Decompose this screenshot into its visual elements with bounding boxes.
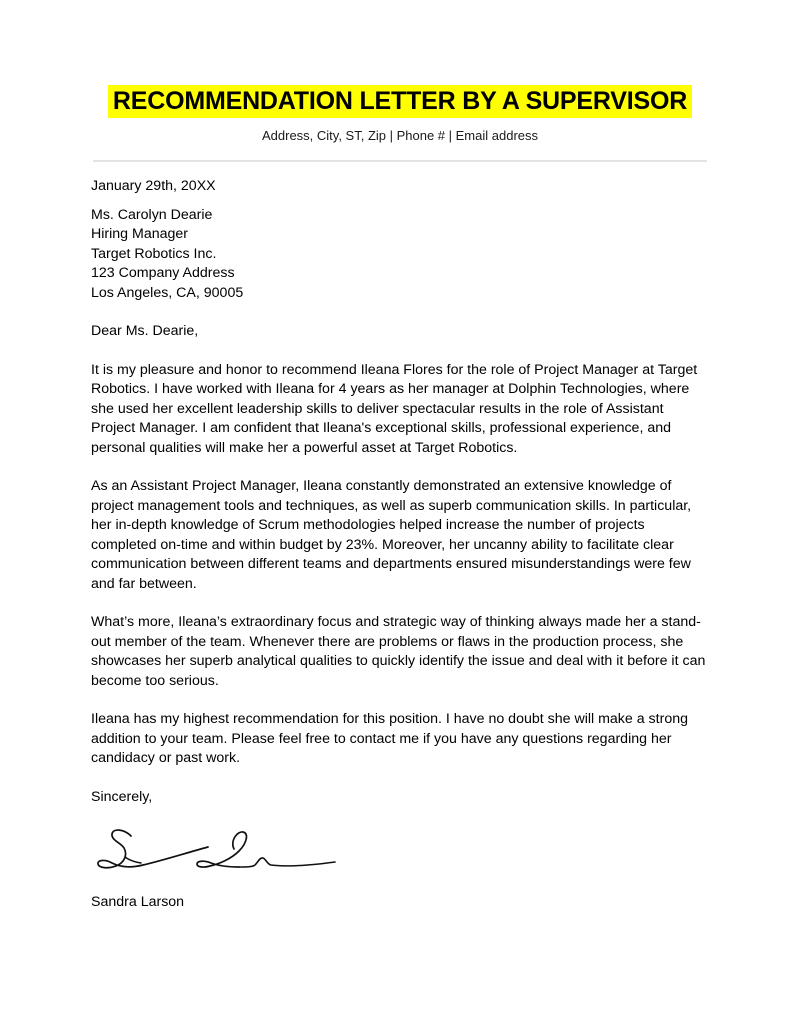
page-title	[93, 86, 707, 116]
signature-image	[91, 821, 709, 883]
recipient-street: 123 Company Address	[91, 265, 235, 281]
page-title-highlight: RECOMMENDATION LETTER BY A SUPERVISOR	[108, 85, 692, 118]
closing-line: Sincerely,	[91, 788, 153, 805]
recipient-title: Hiring Manager	[91, 226, 188, 242]
body-paragraph-2: As an Assistant Project Manager, Ileana constantly demonstrated an extensive knowledge of project management tools and techniques, as well as superb communication skills. In particular, her in-depth knowledge of Scrum methodologies helped increase the number of projects completed on-time and within budget by 23%. Moreover, her uncanny ability to facilitate clear communication between different teams and departments ensured misunderstandings were few and far between.	[91, 478, 692, 592]
signer-name: Sandra Larson	[91, 894, 185, 910]
recipient-city-state-zip: Los Angeles, CA, 90005	[91, 284, 244, 301]
recipient-company: Target Robotics Inc.	[91, 245, 217, 262]
header-divider	[93, 160, 707, 162]
body-paragraph-4: Ileana has my highest recommendation for this position. I have no doubt she will make a strong addition to your team. Please feel free to contact me if you have any questions regarding her candidacy or past work.	[91, 711, 688, 766]
salutation: Dear Ms. Dearie,	[91, 323, 199, 339]
body-paragraph-3: What’s more, Ileana’s extraordinary focus and strategic way of thinking always made her a stand-out member of the team. Whenever there are problems or flaws in the production process, she showcases her superb analytical qualities to quickly identify the issue and deal with it before it can become too serious.	[91, 614, 706, 689]
letter-header	[93, 86, 707, 144]
contact-line: Address, City, ST, Zip | Phone # | Email address	[261, 128, 538, 143]
body-paragraph-1: It is my pleasure and honor to recommend Ileana Flores for the role of Project Manager at Target Robotics. I have worked with Ileana for 4 years as her manager at Dolphin Technologies, where she used her excellent leadership skills to deliver spectacular results in the role of Assistant Project Manager. I am confident that Ileana's exceptional skills, professional experience, and personal qualities will make her a powerful asset at Target Robotics.	[91, 361, 698, 456]
letter-body	[91, 177, 709, 913]
letter-date: January 29th, 20XX	[91, 178, 216, 194]
recipient-name: Ms. Carolyn Dearie	[91, 206, 213, 223]
recipient-address-block	[91, 206, 709, 304]
